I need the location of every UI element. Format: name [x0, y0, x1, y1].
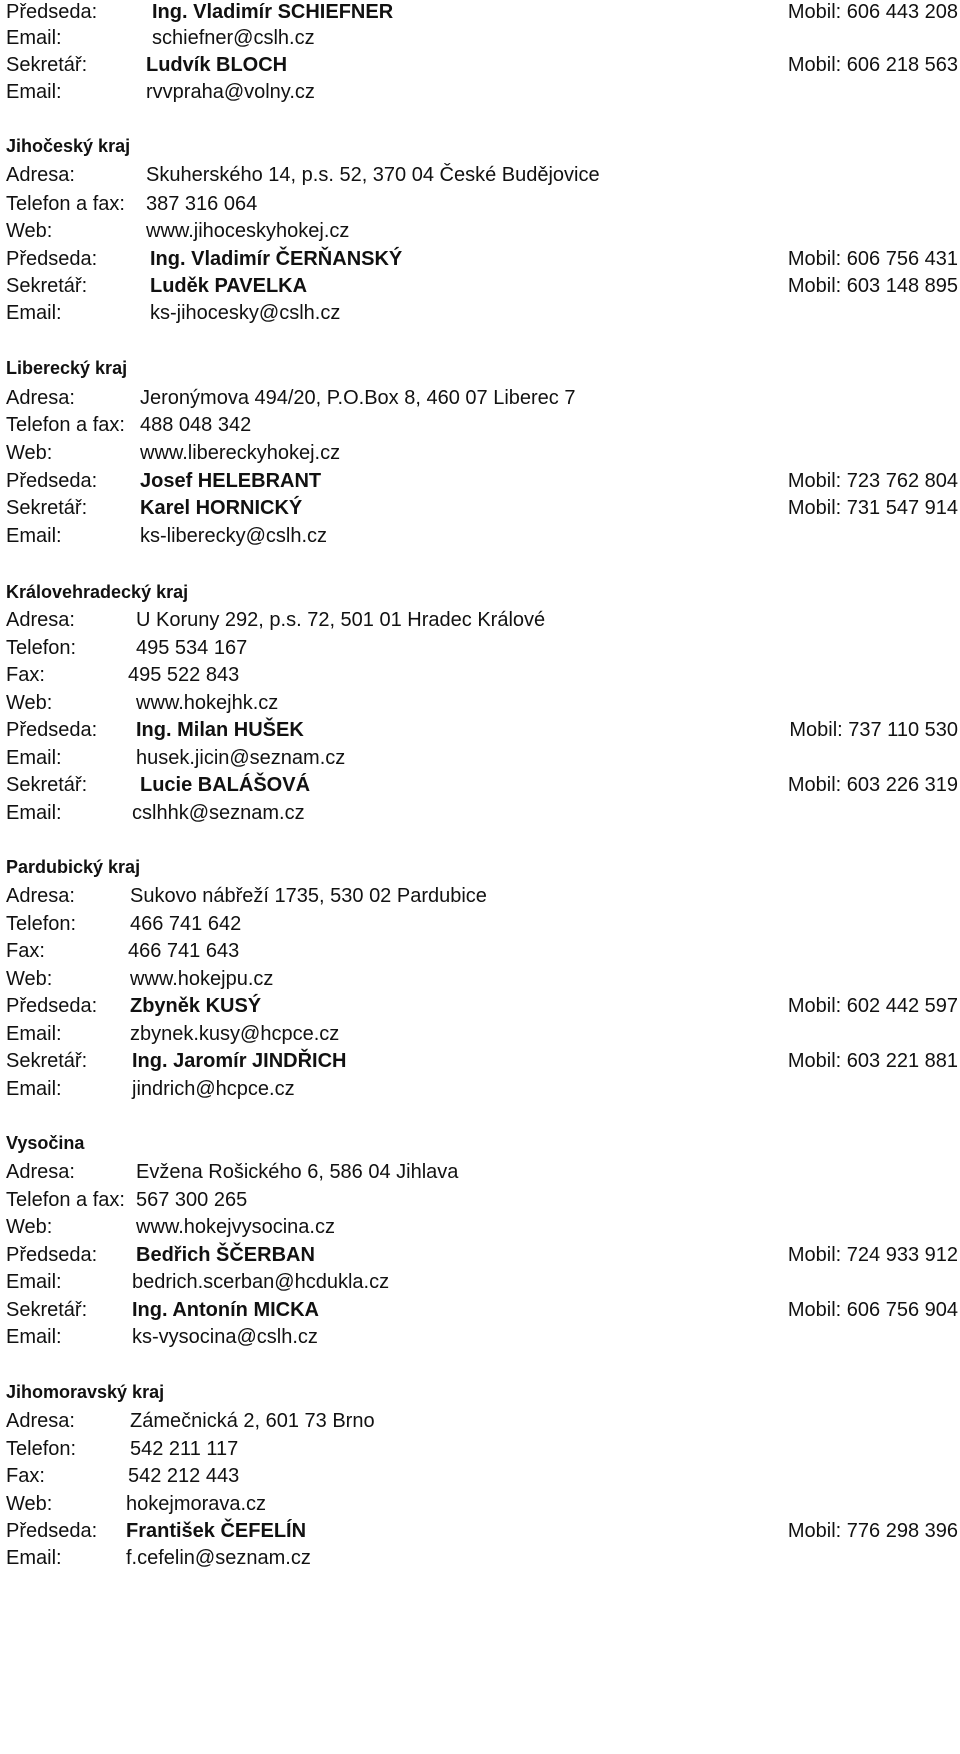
label-email: Email:	[6, 27, 62, 49]
label-predseda: Předseda:	[6, 719, 98, 741]
region-adresa: Zámečnická 2, 601 73 Brno	[130, 1410, 375, 1432]
region-telefon-fax: 488 048 342	[140, 414, 252, 436]
region-web[interactable]: www.hokejvysocina.cz	[136, 1216, 335, 1238]
region-telefon-fax-row	[6, 411, 252, 439]
region-sekretar-row	[6, 272, 308, 300]
top-predseda-email[interactable]: schiefner@cslh.cz	[152, 27, 315, 49]
region-predseda-row	[6, 1517, 307, 1545]
label-predseda: Předseda:	[6, 995, 98, 1017]
region-web-row	[6, 1490, 267, 1518]
region-web[interactable]: www.jihoceskyhokej.cz	[146, 220, 350, 242]
label-email: Email:	[6, 525, 62, 547]
label-adresa: Adresa:	[6, 1161, 75, 1183]
region-sekretar-email[interactable]: jindrich@hcpce.cz	[132, 1078, 295, 1100]
region-predseda-email[interactable]: zbynek.kusy@hcpce.cz	[130, 1023, 340, 1045]
region-predseda-name: Zbyněk KUSÝ	[130, 995, 262, 1017]
region-predseda-name: František ČEFELÍN	[126, 1520, 307, 1542]
region-predseda-name: Bedřich ŠČERBAN	[136, 1244, 315, 1266]
region-adresa-row	[6, 384, 576, 412]
label-telefon: Telefon:	[6, 913, 77, 935]
region-adresa-row	[6, 606, 546, 634]
label-email: Email:	[6, 302, 62, 324]
top-sekretar-row	[6, 51, 288, 79]
region-telefon-row	[6, 1435, 239, 1463]
label-adresa: Adresa:	[6, 164, 75, 186]
region-predseda-name: Josef HELEBRANT	[140, 470, 322, 492]
region-web[interactable]: www.hokejhk.cz	[136, 692, 279, 714]
region-sekretar-row	[6, 771, 311, 799]
region-sekretar-name: Lucie BALÁŠOVÁ	[140, 774, 311, 796]
region-fax: 542 212 443	[128, 1465, 240, 1487]
label-web: Web:	[6, 1493, 53, 1515]
region-sekretar-email[interactable]: ks-vysocina@cslh.cz	[132, 1326, 318, 1348]
region-sekretar-row	[6, 1296, 319, 1324]
label-email: Email:	[6, 1547, 62, 1569]
region-sekretar-email[interactable]: cslhhk@seznam.cz	[132, 802, 305, 824]
region-predseda-name: Ing. Milan HUŠEK	[136, 719, 304, 741]
label-predseda: Předseda:	[6, 470, 98, 492]
region-sekretar-name: Ing. Antonín MICKA	[132, 1299, 319, 1321]
region-telefon-row	[6, 634, 248, 662]
top-predseda-mobile: Mobil: 606 443 208	[787, 1, 958, 23]
label-telefon: Telefon:	[6, 637, 77, 659]
label-web: Web:	[6, 968, 53, 990]
label-predseda: Předseda:	[6, 1244, 98, 1266]
region-telefon-fax: 567 300 265	[136, 1189, 248, 1211]
region-predseda-email-row	[6, 1268, 390, 1296]
region-telefon: 542 211 117	[130, 1438, 239, 1460]
region-fax-row	[6, 661, 240, 689]
label-telefon-fax: Telefon a fax:	[6, 1189, 125, 1211]
label-sekretar: Sekretář:	[6, 1299, 88, 1321]
region-adresa: U Koruny 292, p.s. 72, 501 01 Hradec Králové	[136, 609, 546, 631]
region-telefon-row	[6, 910, 242, 938]
region-predseda-email-row	[6, 1544, 311, 1572]
region-telefon-fax-row	[6, 190, 258, 218]
label-web: Web:	[6, 1216, 53, 1238]
region-adresa: Sukovo nábřeží 1735, 530 02 Pardubice	[130, 885, 487, 907]
region-predseda-row	[6, 245, 403, 273]
region-telefon: 466 741 642	[130, 913, 242, 935]
top-predseda-name: Ing. Vladimír SCHIEFNER	[152, 1, 394, 23]
region-predseda-row	[6, 716, 304, 744]
region-web-row	[6, 689, 279, 717]
region-fax-row	[6, 1462, 240, 1490]
region-telefon-fax-row	[6, 1186, 248, 1214]
region-web-row	[6, 439, 341, 467]
region-fax-row	[6, 937, 240, 965]
label-predseda: Předseda:	[6, 1, 98, 23]
top-sekretar-email-row	[6, 78, 315, 106]
region-predseda-email[interactable]: f.cefelin@seznam.cz	[126, 1547, 311, 1569]
label-web: Web:	[6, 692, 53, 714]
label-adresa: Adresa:	[6, 885, 75, 907]
label-adresa: Adresa:	[6, 609, 75, 631]
region-adresa: Skuherského 14, p.s. 52, 370 04 České Budějovice	[146, 164, 600, 186]
region-predseda-email[interactable]: bedrich.scerban@hcdukla.cz	[132, 1271, 390, 1293]
region-predseda-mobile: Mobil: 606 756 431	[787, 248, 958, 270]
region-adresa-row	[6, 161, 600, 189]
region-web-row	[6, 965, 274, 993]
region-predseda-mobile: Mobil: 723 762 804	[787, 470, 958, 492]
label-web: Web:	[6, 220, 53, 242]
region-web[interactable]: www.hokejpu.cz	[130, 968, 274, 990]
region-telefon-fax: 387 316 064	[146, 193, 258, 215]
label-predseda: Předseda:	[6, 1520, 98, 1542]
region-predseda-mobile: Mobil: 776 298 396	[787, 1520, 958, 1542]
region-predseda-email-row	[6, 744, 346, 772]
label-fax: Fax:	[6, 664, 45, 686]
label-email: Email:	[6, 1271, 62, 1293]
label-email: Email:	[6, 1023, 62, 1045]
label-predseda: Předseda:	[6, 248, 98, 270]
label-fax: Fax:	[6, 940, 45, 962]
region-predseda-email[interactable]: husek.jicin@seznam.cz	[136, 747, 346, 769]
top-predseda-row	[6, 0, 394, 26]
region-email[interactable]: ks-jihocesky@cslh.cz	[150, 302, 341, 324]
top-sekretar-name: Ludvík BLOCH	[146, 54, 288, 76]
label-email: Email:	[6, 1326, 62, 1348]
label-telefon-fax: Telefon a fax:	[6, 193, 125, 215]
region-heading: Jihočeský kraj	[6, 136, 131, 156]
label-adresa: Adresa:	[6, 1410, 75, 1432]
region-predseda-mobile: Mobil: 737 110 530	[789, 719, 958, 741]
region-heading: Pardubický kraj	[6, 857, 141, 877]
region-predseda-mobile: Mobil: 724 933 912	[787, 1244, 958, 1266]
region-heading: Královehradecký kraj	[6, 582, 189, 602]
region-predseda-row	[6, 992, 262, 1020]
label-sekretar: Sekretář:	[6, 497, 88, 519]
region-sekretar-name: Karel HORNICKÝ	[140, 497, 303, 519]
region-sekretar-row	[6, 494, 303, 522]
region-predseda-email-row	[6, 1020, 340, 1048]
region-predseda-row	[6, 1241, 315, 1269]
region-sekretar-name: Ing. Jaromír JINDŘICH	[132, 1050, 347, 1072]
region-email-row	[6, 299, 341, 327]
region-sekretar-mobile: Mobil: 606 756 904	[787, 1299, 958, 1321]
region-web-row	[6, 1213, 335, 1241]
region-sekretar-mobile: Mobil: 603 226 319	[787, 774, 958, 796]
region-sekretar-mobile: Mobil: 603 221 881	[787, 1050, 958, 1072]
region-sekretar-row	[6, 1047, 347, 1075]
region-telefon: 495 534 167	[136, 637, 248, 659]
region-email[interactable]: ks-liberecky@cslh.cz	[140, 525, 328, 547]
region-predseda-row	[6, 467, 322, 495]
region-adresa-row	[6, 1158, 459, 1186]
region-email-row	[6, 522, 328, 550]
top-sekretar-mobile: Mobil: 606 218 563	[787, 54, 958, 76]
region-adresa-row	[6, 882, 487, 910]
label-sekretar: Sekretář:	[6, 275, 88, 297]
label-adresa: Adresa:	[6, 387, 75, 409]
region-heading: Jihomoravský kraj	[6, 1382, 165, 1402]
label-email: Email:	[6, 802, 62, 824]
region-web-row	[6, 217, 350, 245]
top-sekretar-email[interactable]: rvvpraha@volny.cz	[146, 81, 315, 103]
label-telefon: Telefon:	[6, 1438, 77, 1460]
label-sekretar: Sekretář:	[6, 1050, 88, 1072]
region-adresa: Jeronýmova 494/20, P.O.Box 8, 460 07 Liberec 7	[140, 387, 576, 409]
region-adresa: Evžena Rošického 6, 586 04 Jihlava	[136, 1161, 459, 1183]
region-web[interactable]: www.libereckyhokej.cz	[140, 442, 341, 464]
label-fax: Fax:	[6, 1465, 45, 1487]
region-sekretar-email-row	[6, 1323, 318, 1351]
region-sekretar-mobile: Mobil: 603 148 895	[787, 275, 958, 297]
label-sekretar: Sekretář:	[6, 774, 88, 796]
label-email: Email:	[6, 747, 62, 769]
region-adresa-row	[6, 1407, 375, 1435]
label-sekretar: Sekretář:	[6, 54, 88, 76]
region-fax: 495 522 843	[128, 664, 240, 686]
region-heading: Liberecký kraj	[6, 358, 128, 378]
region-heading: Vysočina	[6, 1133, 85, 1153]
top-predseda-email-row	[6, 24, 315, 52]
label-email: Email:	[6, 81, 62, 103]
region-predseda-mobile: Mobil: 602 442 597	[787, 995, 958, 1017]
region-sekretar-email-row	[6, 1075, 295, 1103]
region-fax: 466 741 643	[128, 940, 240, 962]
label-email: Email:	[6, 1078, 62, 1100]
region-sekretar-mobile: Mobil: 731 547 914	[787, 497, 958, 519]
label-telefon-fax: Telefon a fax:	[6, 414, 125, 436]
region-sekretar-name: Luděk PAVELKA	[150, 275, 308, 297]
label-web: Web:	[6, 442, 53, 464]
region-predseda-name: Ing. Vladimír ČERŇANSKÝ	[150, 248, 403, 270]
region-web[interactable]: hokejmorava.cz	[126, 1493, 267, 1515]
region-sekretar-email-row	[6, 799, 305, 827]
